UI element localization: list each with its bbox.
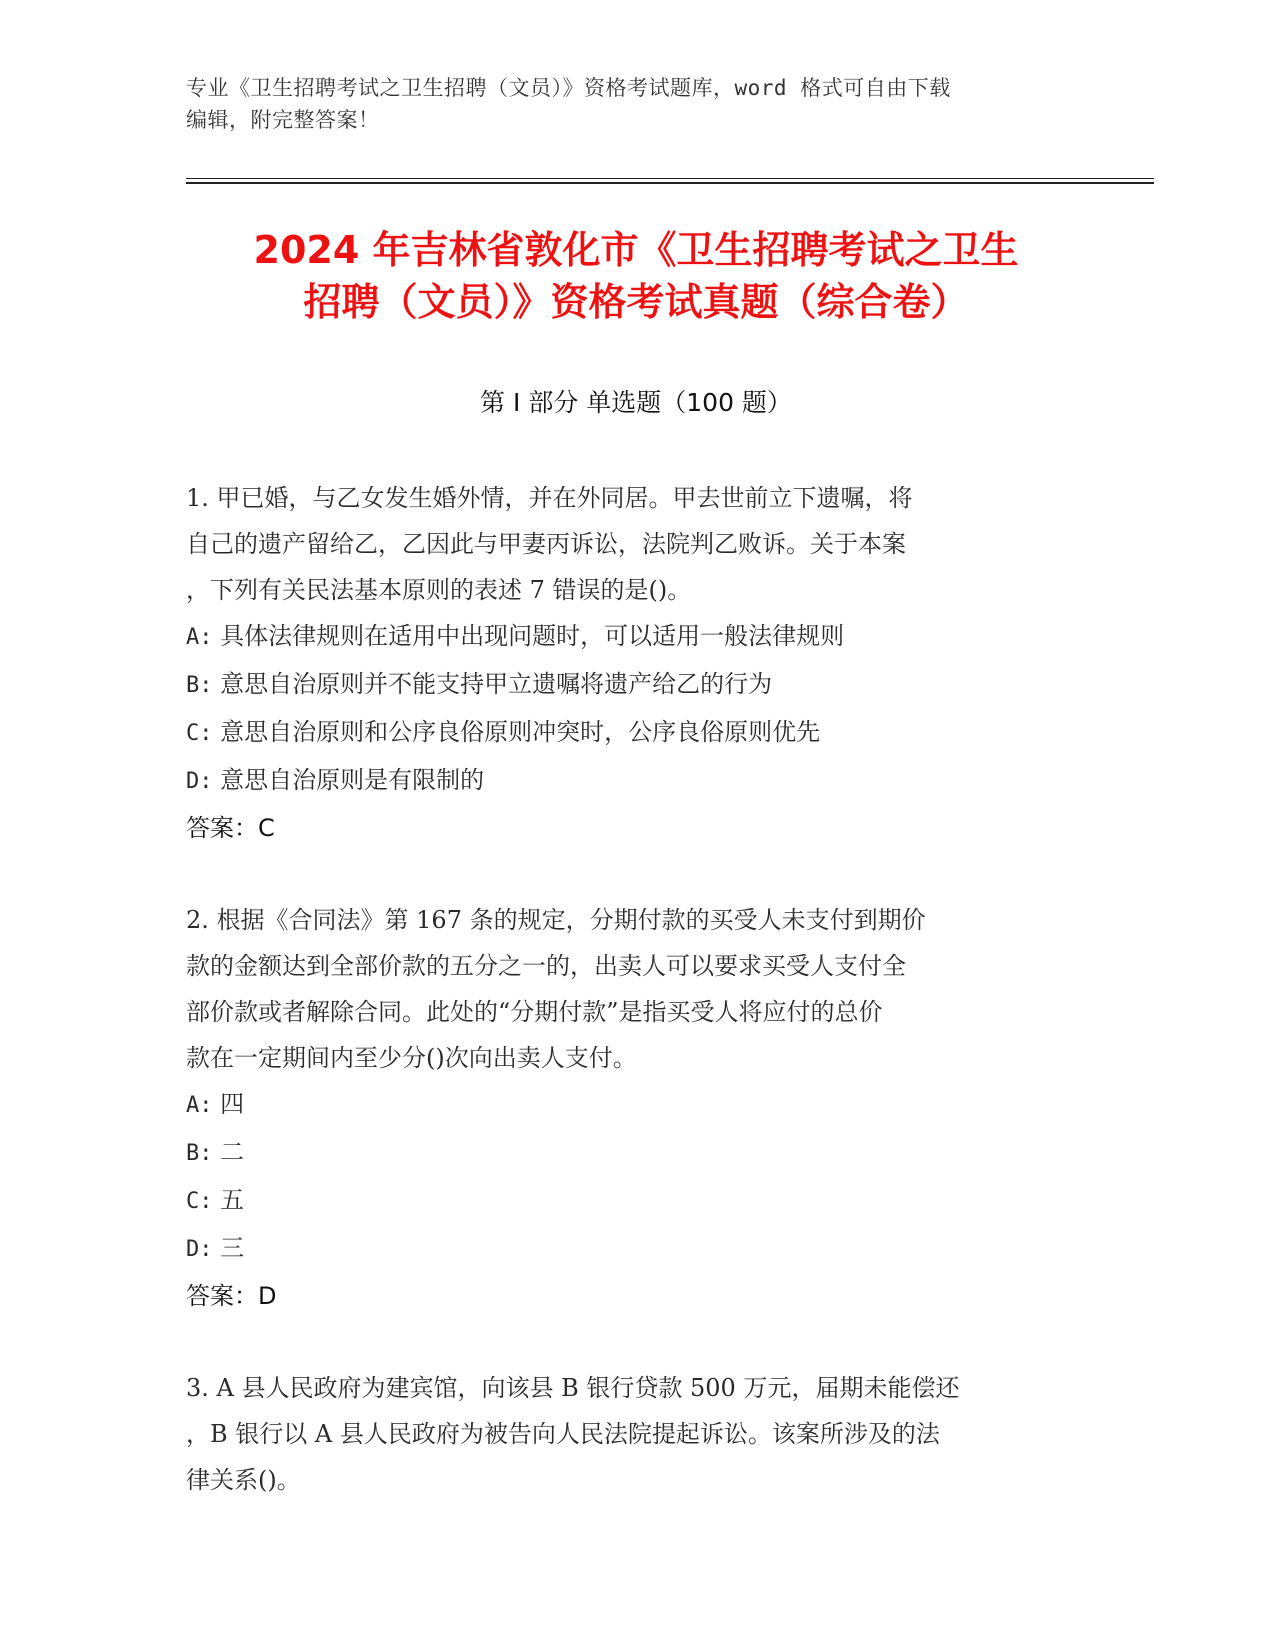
answer-line: 答案：C — [186, 814, 275, 842]
option-d — [186, 757, 1086, 805]
option-text: 二 — [220, 1138, 245, 1166]
question-stem-line: 2. 根据《合同法》第 167 条的规定，分期付款的买受人未支付到期价 — [186, 906, 926, 934]
option-letter: D: — [186, 1237, 213, 1262]
option-letter: C: — [186, 1189, 213, 1214]
option-d — [186, 1225, 1086, 1273]
option-text: 意思自治原则是有限制的 — [220, 766, 485, 794]
document-title-line: 2024 年吉林省敦化市《卫生招聘考试之卫生 — [253, 228, 1019, 272]
document-title-line: 招聘（文员）》资格考试真题（综合卷） — [303, 280, 969, 324]
section-title: 第 I 部分 单选题（100 题） — [480, 388, 792, 417]
header-note-line: 编辑，附完整答案！ — [186, 108, 380, 132]
option-a — [186, 613, 1086, 661]
document-title — [186, 224, 1086, 328]
header-note — [186, 72, 1066, 136]
question-stem-line: 部价款或者解除合同。此处的“分期付款”是指买受人将应付的总价 — [186, 998, 883, 1026]
question-item — [186, 897, 1086, 1319]
question-stem-line: 1. 甲已婚，与乙女发生婚外情，并在外同居。甲去世前立下遗嘱，将 — [186, 484, 913, 512]
option-letter: C: — [186, 721, 213, 746]
header-divider-thick — [186, 182, 1154, 184]
header-note-line: 专业《卫生招聘考试之卫生招聘（文员）》资格考试题库，word 格式可自由下载 — [186, 76, 951, 100]
option-text: 五 — [220, 1186, 245, 1214]
option-letter: A: — [186, 625, 213, 650]
question-item — [186, 475, 1086, 851]
header-divider-thin — [186, 178, 1154, 179]
question-list — [186, 475, 1086, 1549]
option-letter: D: — [186, 769, 213, 794]
option-letter: B: — [186, 1141, 213, 1166]
option-text: 意思自治原则和公序良俗原则冲突时，公序良俗原则优先 — [220, 718, 821, 746]
question-stem-line: 款在一定期间内至少分()次向出卖人支付。 — [186, 1044, 637, 1072]
question-stem-line: ，B 银行以 A 县人民政府为被告向人民法院提起诉讼。该案所涉及的法 — [186, 1420, 940, 1448]
option-text: 意思自治原则并不能支持甲立遗嘱将遗产给乙的行为 — [220, 670, 773, 698]
question-stem-line: 3. A 县人民政府为建宾馆，向该县 B 银行贷款 500 万元，届期未能偿还 — [186, 1374, 960, 1402]
option-c — [186, 1177, 1086, 1225]
option-b — [186, 1129, 1086, 1177]
option-c — [186, 709, 1086, 757]
question-stem-line: 款的金额达到全部价款的五分之一的，出卖人可以要求买受人支付全 — [186, 952, 906, 980]
answer-line: 答案：D — [186, 1282, 277, 1310]
option-a — [186, 1081, 1086, 1129]
question-stem-line: 自己的遗产留给乙，乙因此与甲妻丙诉讼，法院判乙败诉。关于本案 — [186, 530, 906, 558]
option-text: 三 — [220, 1234, 245, 1262]
option-text: 具体法律规则在适用中出现问题时，可以适用一般法律规则 — [220, 622, 845, 650]
question-stem-line: ，下列有关民法基本原则的表述 7 错误的是()。 — [186, 576, 692, 604]
option-letter: A: — [186, 1093, 213, 1118]
option-b — [186, 661, 1086, 709]
question-item — [186, 1365, 1086, 1503]
option-letter: B: — [186, 673, 213, 698]
option-text: 四 — [220, 1090, 245, 1118]
question-stem-line: 律关系()。 — [186, 1466, 301, 1494]
